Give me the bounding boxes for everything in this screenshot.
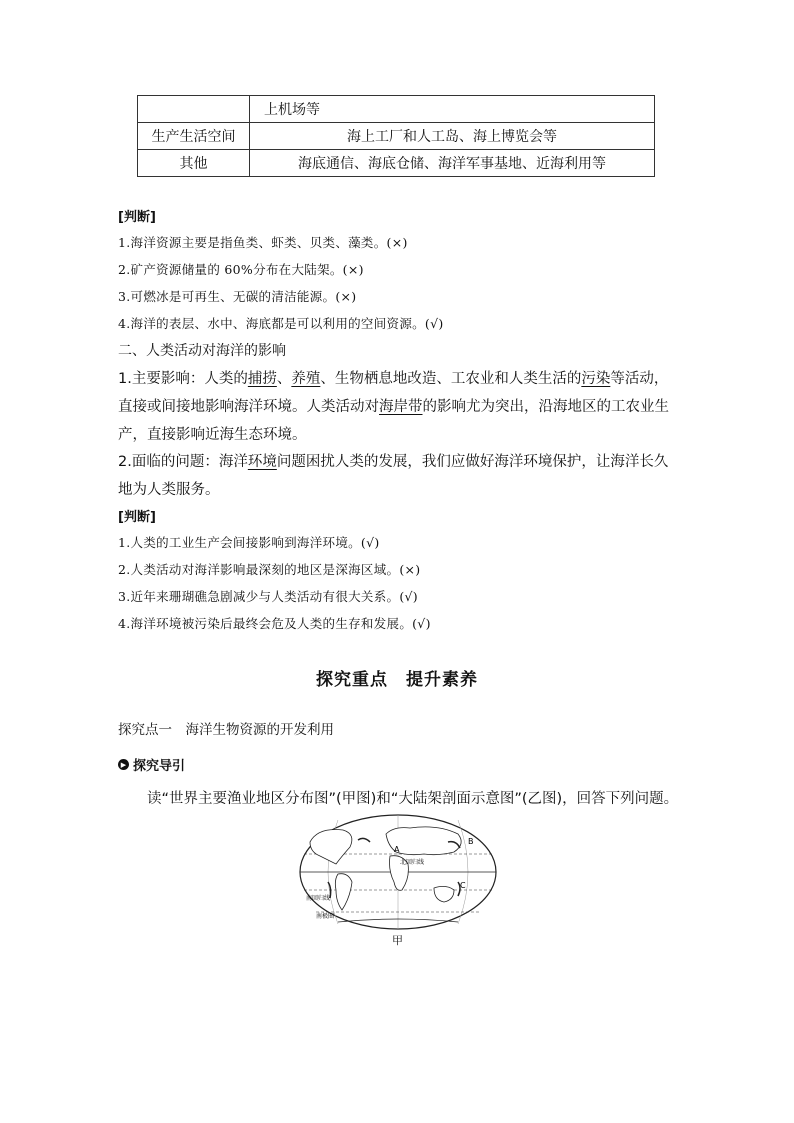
- judge-item: 4.海洋的表层、水中、海底都是可以利用的空间资源。(√): [118, 316, 444, 331]
- play-circle-icon: ▶: [118, 759, 129, 770]
- judge-tag: [判断]: [118, 210, 156, 225]
- judge-item: 3.可燃冰是可再生、无碳的清洁能源。(×): [118, 289, 357, 304]
- label-north-tropic: 北回归线: [400, 859, 425, 866]
- label-c: C: [460, 881, 466, 890]
- table-row: [138, 96, 655, 123]
- label-antarctic-circle: 南极圈: [316, 913, 335, 920]
- judge-item: 4.海洋环境被污染后最终会危及人类的生存和发展。(√): [118, 616, 431, 631]
- world-fishery-map: [298, 812, 498, 932]
- table-cell-label: 其他: [138, 150, 250, 177]
- resource-table: [137, 95, 655, 177]
- label-south-tropic: 南回归线: [306, 895, 331, 902]
- section-heading: 二、人类活动对海洋的影响: [118, 343, 286, 359]
- paragraph-impacts: 1.主要影响：人类的捕捞、养殖、生物栖息地改造、工农业和人类生活的污染等活动，直接或间接地影响海洋环境。人类活动对海岸带的影响尤为突出，沿海地区的工农业生产，直接影响近海生态环境。: [118, 371, 669, 443]
- guide-heading: [118, 755, 185, 774]
- table-cell-label: [138, 96, 250, 123]
- label-a: A: [394, 845, 400, 854]
- judge-item: 1.人类的工业生产会间接影响到海洋环境。(√): [118, 535, 380, 550]
- paragraph-problems: 2.面临的问题：海洋环境问题困扰人类的发展，我们应做好海洋环境保护，让海洋长久地为人类服务。: [118, 454, 669, 498]
- section-title: 探究重点 提升素养: [316, 670, 478, 690]
- table-row: [138, 150, 655, 177]
- judge-tag: [判断]: [118, 510, 156, 525]
- intro-text: 读“世界主要渔业地区分布图”(甲图)和“大陆架剖面示意图”(乙图)，回答下列问题。: [147, 791, 679, 807]
- table-row: [138, 123, 655, 150]
- table-cell-value: 海上工厂和人工岛、海上博览会等: [250, 123, 655, 150]
- map-caption: 甲: [392, 934, 403, 947]
- table-cell-value: 上机场等: [250, 96, 655, 123]
- table-cell-value: 海底通信、海底仓储、海洋军事基地、近海利用等: [250, 150, 655, 177]
- judge-item: 2.人类活动对海洋影响最深刻的地区是深海区域。(×): [118, 562, 421, 577]
- table-cell-label: 生产生活空间: [138, 123, 250, 150]
- judge-item: 3.近年来珊瑚礁急剧减少与人类活动有很大关系。(√): [118, 589, 418, 604]
- label-b: B: [468, 837, 474, 846]
- judge-item: 1.海洋资源主要是指鱼类、虾类、贝类、藻类。(×): [118, 235, 408, 250]
- explore-point-title: 探究点一 海洋生物资源的开发利用: [118, 722, 334, 738]
- judge-item: 2.矿产资源储量的 60%分布在大陆架。(×): [118, 262, 364, 277]
- guide-label: 探究导引: [133, 759, 186, 774]
